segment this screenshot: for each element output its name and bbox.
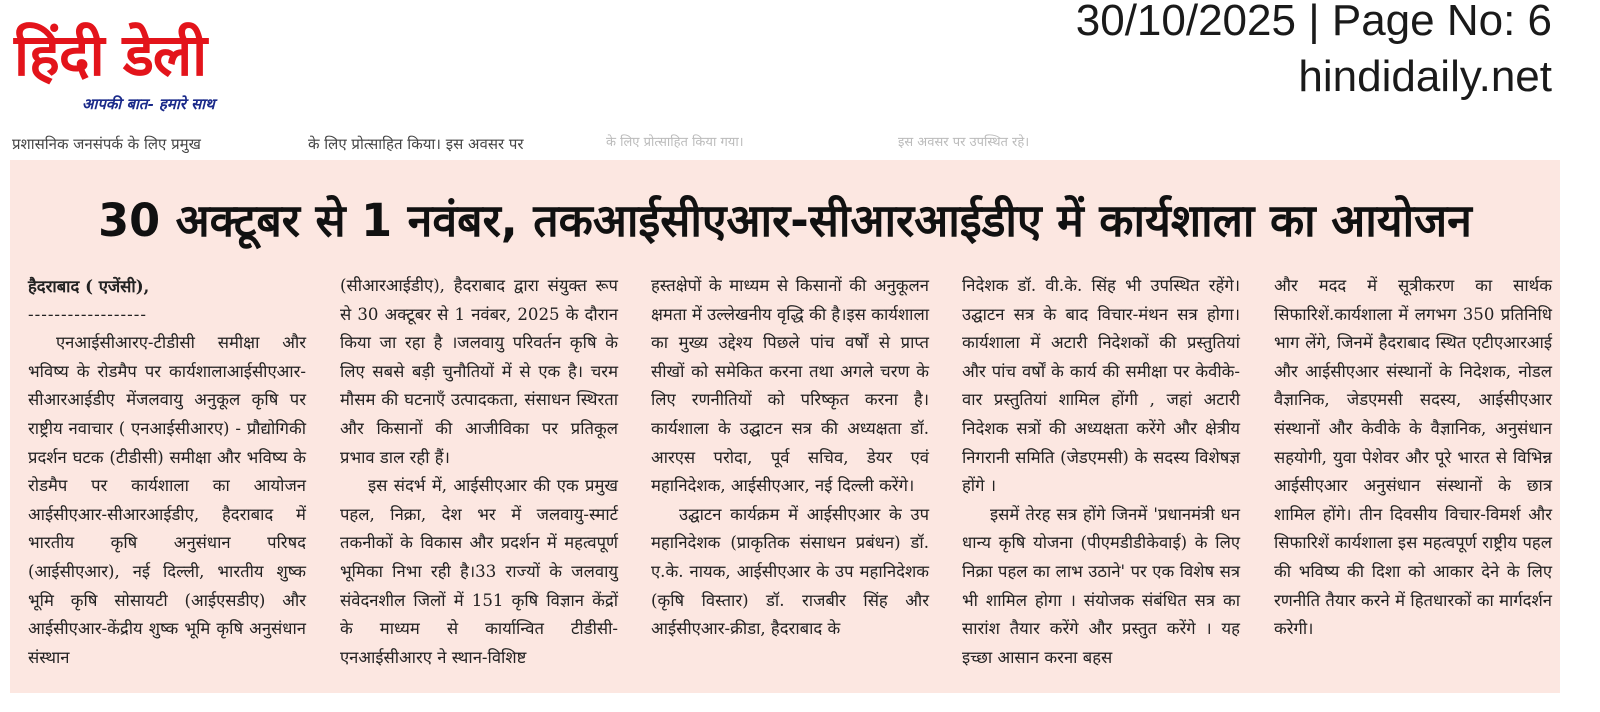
paragraph: एनआईसीआरए-टीडीसी समीक्षा और भविष्य के रोडमैप पर कार्यशालाआईसीएआर-सीआरआईडीए मेंजलवायु अनुकूल कृषि पर राष्ट्रीय नवाचार ( एनआईसीआरए) - प्रौद्योगिकी प्रदर्शन घटक (टीडीसी) समीक्षा और भविष्य के रोडमैप पर कार्यशाला का आयोजन आईसीएआर-सीआरआईडीए, हैदराबाद में भारतीय कृषि अनुसंधान परिषद (आईसीएआर), नई दिल्ली, भारतीय शुष्क भूमि कृषि सोसायटी (आईएसडीए) और आईसीएआर-केंद्रीय शुष्क भूमि कृषि अनुसंधान संस्थान (28, 333, 306, 667)
news-article (10, 160, 1560, 693)
previous-article-fragment (12, 128, 1572, 156)
logo-tagline: आपकी बात- हमारे साथ (82, 95, 215, 113)
article-column-4 (962, 272, 1240, 672)
paragraph: और मदद में सूत्रीकरण का सार्थक सिफारिशें.कार्यशाला में लगभग 350 प्रतिनिधि भाग लेंगे, जिनमें हैदराबाद स्थित एटीएआरआई और आईसीएआर संस्थानों के निदेशक, नोडल वैज्ञानिक, जेडएमसी सदस्य, आईसीएआर संस्थानों और केवीके के वैज्ञानिक, अनुसंधान सहयोगी, युवा पेशेवर और पूरे भारत से विभिन्न आईसीएआर अनुसंधान संस्थानों के छात्र शामिल होंगे। तीन दिवसीय विचार-विमर्श और सिफारिशें कार्यशाला इस महत्वपूर्ण राष्ट्रीय पहल की भविष्य की दिशा को आकार देने के लिए रणनीति तैयार करने में हितधारकों का मार्गदर्शन करेगी। (1274, 276, 1552, 639)
paragraph: निदेशक डॉ. वी.के. सिंह भी उपस्थित रहेंगे। उद्घाटन सत्र के बाद विचार-मंथन सत्र होगा।कार्यशाला में अटारी निदेशकों की प्रस्तुतियां और पांच वर्षों के कार्य की समीक्षा पर केवीके-वार प्रस्तुतियां शामिल होंगी , जहां अटारी निदेशक सत्रों की अध्यक्षता करेंगे और क्षेत्रीय निगरानी समिति (जेडएमसी) के सदस्य विशेषज्ञ होंगे । (962, 276, 1240, 496)
article-dateline: हैदराबाद ( एजेंसी), (28, 276, 150, 296)
article-column-5 (1274, 272, 1552, 644)
date-page-number: 30/10/2025 | Page No: 6 (1075, 0, 1552, 45)
website-url: hindidaily.net (1298, 52, 1552, 101)
paragraph: (सीआरआईडीए), हैदराबाद द्वारा संयुक्त रूप से 30 अक्टूबर से 1 नवंबर, 2025 के दौरान किया जा रहा है ।जलवायु परिवर्तन कृषि के लिए सबसे बड़ी चुनौतियों में से एक है। चरम मौसम की घटनाएँ उत्पादकता, संसाधन स्थिरता और किसानों की आजीविका पर प्रतिकूल प्रभाव डाल रही हैं। (340, 276, 618, 467)
article-headline: 30 अक्टूबर से 1 नवंबर, तकआईसीएआर-सीआरआईडीए में कार्यशाला का आयोजन (98, 194, 1472, 247)
previous-fragment-1: प्रशासनिक जनसंपर्क के लिए प्रमुख (12, 135, 201, 153)
previous-fragment-2: के लिए प्रोत्साहित किया। इस अवसर पर (308, 135, 524, 153)
paragraph: इस संदर्भ में, आईसीएआर की एक प्रमुख पहल, निक्रा, देश भर में जलवायु-स्मार्ट तकनीकों के विकास और प्रदर्शन में महत्वपूर्ण भूमिका निभा रही है।33 राज्यों के जलवायु संवेदनशील जिलों में 151 कृषि विज्ञान केंद्रों के माध्यम से कार्यान्वित टीडीसी-एनआईसीआरए ने स्थान-विशिष्ट (340, 476, 618, 667)
article-column-1 (28, 272, 306, 672)
dateline-rule: ------------------ (28, 304, 147, 324)
logo-text: हिंदी डेली (14, 21, 207, 89)
previous-fragment-4: इस अवसर पर उपस्थित रहे। (898, 135, 1030, 150)
article-column-3 (651, 272, 929, 644)
newspaper-logo (14, 20, 334, 120)
previous-fragment-3: के लिए प्रोत्साहित किया गया। (606, 135, 744, 150)
paragraph: हस्तक्षेपों के माध्यम से किसानों की अनुकूलन क्षमता में उल्लेखनीय वृद्धि की है।इस कार्यशाला का मुख्य उद्देश्य पिछले पांच वर्षों से प्राप्त सीखों को समेकित करना तथा अगले चरण के लिए रणनीतियों को परिष्कृत करना है।कार्यशाला के उद्घाटन सत्र की अध्यक्षता डॉ. आरएस परोदा, पूर्व सचिव, डेयर एवं महानिदेशक, आईसीएआर, नई दिल्ली करेंगे। (651, 276, 929, 496)
paragraph: इसमें तेरह सत्र होंगे जिनमें 'प्रधानमंत्री धन धान्य कृषि योजना (पीएमडीडीकेवाई) के लिए निक्रा पहल का लाभ उठाने' पर एक विशेष सत्र भी शामिल होगा । संयोजक संबंधित सत्र का सारांश तैयार करेंगे और प्रस्तुत करेंगे । यह इच्छा आसान करना बहस (962, 504, 1240, 667)
paragraph: उद्घाटन कार्यक्रम में आईसीएआर के उप महानिदेशक (प्राकृतिक संसाधन प्रबंधन) डॉ. ए.के. नायक, आईसीएआर के उप महानिदेशक (कृषि विस्तार) डॉ. राजबीर सिंह और आईसीएआर-क्रीडा, हैदराबाद के (651, 504, 929, 639)
article-column-2 (340, 272, 618, 672)
